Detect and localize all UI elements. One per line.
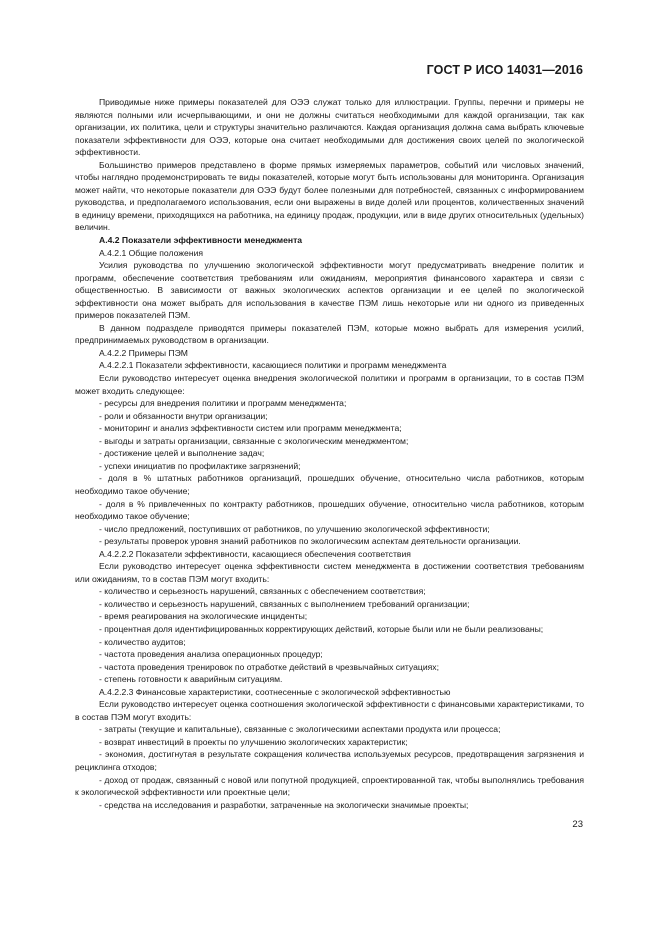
list-item: - роли и обязанности внутри организации; [99, 410, 268, 421]
paragraph: Если руководство интересует оценка соотношения экологической эффективности с финансовыми характеристиками, то в состав ПЭМ могут входить: [75, 699, 584, 722]
list-item: - возврат инвестиций в проекты по улучшению экологических характеристик; [99, 736, 408, 747]
list-item: - успехи инициатив по профилактике загрязнений; [99, 460, 301, 471]
paragraph: А.4.2.2 Примеры ПЭМ [99, 347, 188, 358]
list-item: - выгоды и затраты организации, связанные с экологическим менеджментом; [99, 435, 409, 446]
list-item: - доля в % штатных работников организаций, прошедших обучение, относительно числа работников, которым необходимо такое обучение; [75, 473, 584, 496]
list-item: - доля в % привлеченных по контракту работников, прошедших обучение, относительно числа работников, которым необходимо такое обучение; [75, 498, 584, 522]
list-item: - результаты проверок уровня знаний работников по экологическим аспектам деятельности организации. [99, 536, 521, 547]
list-item: - количество и серьезность нарушений, связанных с выполнением требований организации; [99, 598, 470, 609]
list-item: - количество аудитов; [99, 636, 186, 647]
paragraph: Если руководство интересует оценка эффективности систем менеджмента в достижении соответствия требованиям или ожиданиям, то в состав ПЭМ могут входить: [75, 561, 584, 584]
list-item: - достижение целей и выполнение задач; [99, 448, 265, 459]
list-item: - затраты (текущие и капитальные), связанные с экологическими аспектами продукта или процесса; [99, 724, 501, 735]
document-body [75, 96, 584, 811]
list-item: - частота проведения тренировок по отработке действий в чрезвычайных ситуациях; [99, 661, 439, 672]
paragraph: Усилия руководства по улучшению экологической эффективности могут предусматривать внедрение политик и программ, обеспечение соответствия требованиям или ожиданиям, мероприятия финансового характера и связи с общественностью. В зависимости от важных экологических аспектов организации и ее целей по экологической эффективности она может выбрать для использования в качестве ПЭМ лишь некоторые или ни одного из приведенных примеров показателей ПЭМ. [75, 260, 584, 321]
paragraph: А.4.2.2.3 Финансовые характеристики, соотнесенные с экологической эффективностью [99, 686, 451, 697]
list-item: - количество и серьезность нарушений, связанных с обеспечением соответствия; [99, 586, 426, 597]
list-item: - частота проведения анализа операционных процедур; [99, 649, 323, 660]
paragraph: Приводимые ниже примеры показателей для ОЭЭ служат только для иллюстрации. Группы, перечни и примеры не являются полными или исчерпывающими, и они не должны считаться необходимыми для каждой организации, так как организации, их политика, цели и структуры значительно различаются. Каждая организация должна сама выбрать ключевые показатели эффективности для ОЭЭ, которые она считает необходимыми для достижения своих целей по экологической эффективности. [75, 97, 584, 158]
list-item: - число предложений, поступивших от работников, по улучшению экологической эффективности; [99, 523, 490, 534]
standard-header: ГОСТ Р ИСО 14031—2016 [426, 63, 583, 77]
paragraph: А.4.2.2.1 Показатели эффективности, касающиеся политики и программ менеджмента [99, 360, 447, 371]
list-item: - доход от продаж, связанный с новой или попутной продукцией, спроектированной так, чтобы выполнялись требования к экологической эффективности или проектные цели; [75, 774, 584, 798]
list-item: - время реагирования на экологические инциденты; [99, 611, 308, 622]
page-number: 23 [572, 819, 583, 830]
paragraph: Если руководство интересует оценка внедрения экологической политики и программ в организации, то в состав ПЭМ может входить следующее: [75, 373, 584, 396]
list-item: - экономия, достигнутая в результате сокращения количества используемых ресурсов, предотвращения загрязнения и рециклинга отходов; [75, 749, 584, 772]
list-item: - степень готовности к аварийным ситуациям. [99, 674, 283, 685]
paragraph: А.4.2.1 Общие положения [99, 247, 204, 258]
paragraph: В данном подразделе приводятся примеры показателей ПЭМ, которые можно выбрать для измерения усилий, предпринимаемых руководством в организации. [75, 322, 584, 346]
paragraph: А.4.2.2.2 Показатели эффективности, касающиеся обеспечения соответствия [99, 548, 411, 559]
section-heading: А.4.2 Показатели эффективности менеджмента [99, 235, 303, 246]
list-item: - средства на исследования и разработки, затраченные на экологически значимые проекты; [99, 799, 469, 810]
list-item: - мониторинг и анализ эффективности систем или программ менеджмента; [99, 423, 402, 434]
list-item: - процентная доля идентифицированных корректирующих действий, которые были или не были реализованы; [99, 623, 544, 634]
paragraph: Большинство примеров представлено в форме прямых измеряемых параметров, событий или числовых значений, чтобы наглядно продемонстрировать те виды показателей, которые могут быть использованы для мониторинга. Организация может найти, что некоторые показатели для ОЭЭ будут более полезными для потребностей, связанных с информированием руководства, и предполагаемого использования, если они выражены в виде долей или процентов, количественных значений в единицу времени, приходящихся на работника, на единицу продаж, продукции, или в виде других относительных (удельных) величин. [75, 159, 584, 233]
list-item: - ресурсы для внедрения политики и программ менеджмента; [99, 398, 347, 409]
